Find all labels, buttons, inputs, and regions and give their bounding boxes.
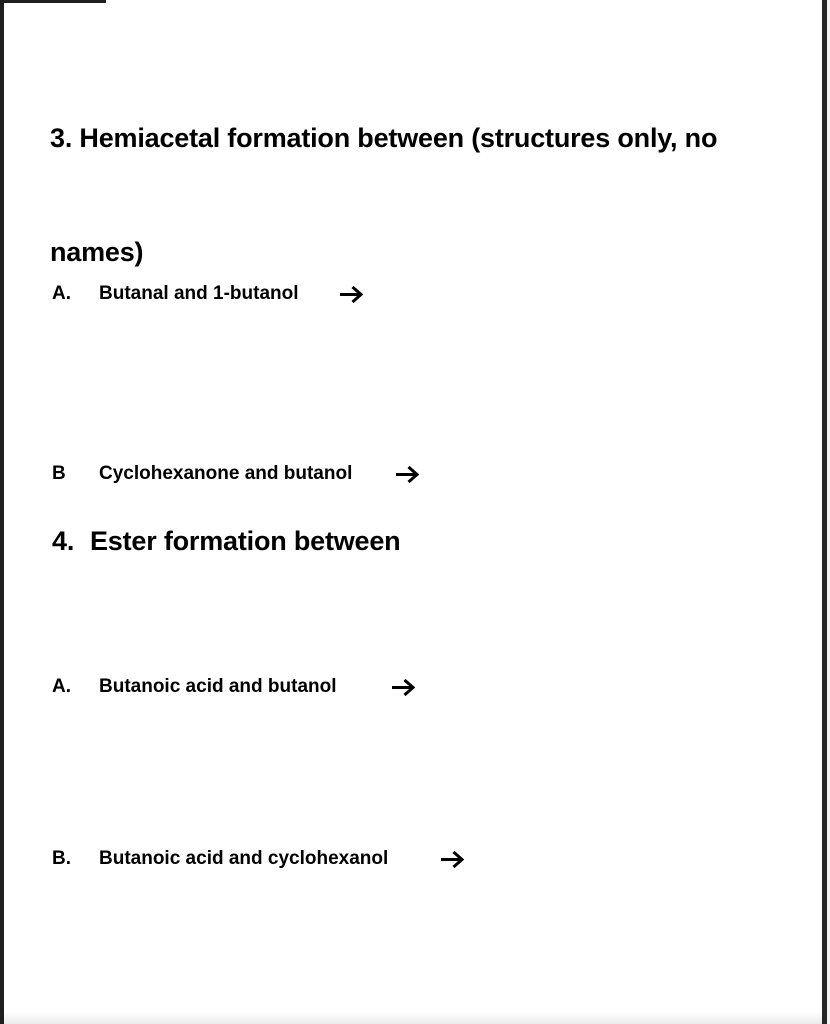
heading-line-1: 3. Hemiacetal formation between (structures only, no [50,123,718,153]
right-arrow-icon [391,675,415,699]
question-3-item-b [52,462,419,486]
question-4-item-b [52,847,464,871]
heading-number: 4. [52,526,75,556]
heading-line-2: names) [50,237,144,267]
item-label: A. [52,283,71,304]
item-label: A. [52,676,71,697]
page-bottom-shadow [4,1012,822,1024]
item-text: Butanoic acid and butanol [99,676,337,697]
question-4-heading [52,524,400,558]
item-text: Cyclohexanone and butanol [99,463,353,484]
right-arrow-icon [440,847,464,871]
heading-text: Ester formation between [90,526,401,556]
question-4-item-a [52,675,415,699]
question-3-item-a [52,282,363,306]
item-label: B. [52,848,71,869]
item-text: Butanal and 1-butanol [99,283,299,304]
page-border-left [0,0,4,1024]
item-label: B [52,463,66,484]
item-text: Butanoic acid and cyclohexanol [99,848,389,869]
right-arrow-icon [339,282,363,306]
page-border-top [0,0,106,3]
right-arrow-icon [395,462,419,486]
